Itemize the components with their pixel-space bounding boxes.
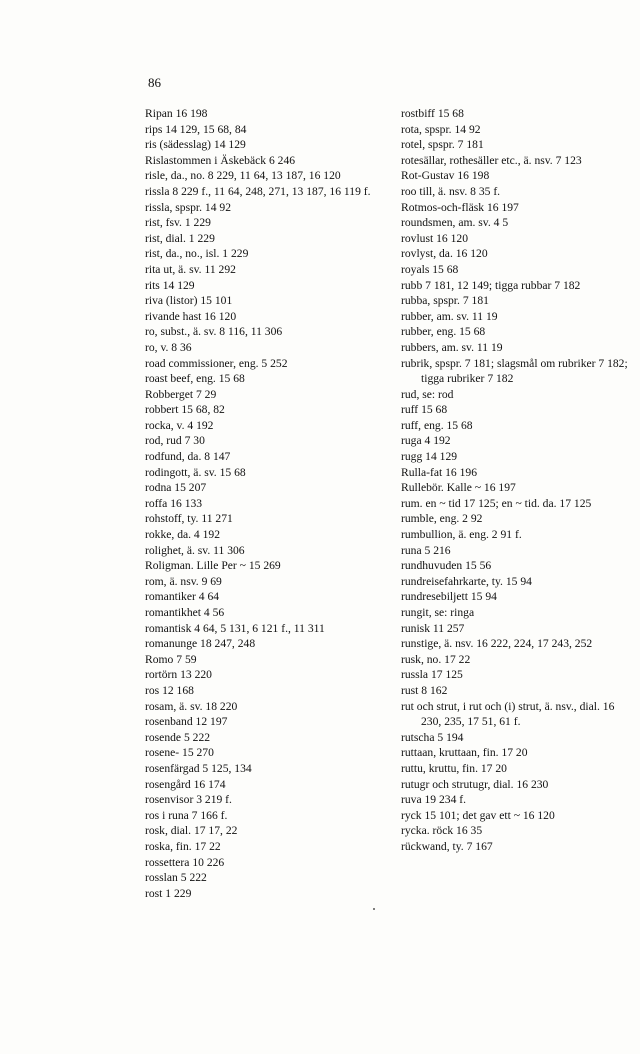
- page-number: 86: [148, 75, 161, 90]
- index-entry: Rot-Gustav 16 198: [401, 169, 490, 183]
- index-entry: rutugr och strutugr, dial. 16 230: [401, 777, 549, 791]
- index-entry: Rullebör. Kalle ~ 16 197: [401, 481, 516, 495]
- index-entry: rissla, spspr. 14 92: [145, 200, 231, 214]
- index-entry: rom, ä. nsv. 9 69: [145, 574, 222, 588]
- index-entry: rodingott, ä. sv. 15 68: [145, 465, 246, 479]
- index-entry: Rotmos-och-fläsk 16 197: [401, 200, 519, 214]
- index-entry: rotel, spspr. 7 181: [401, 138, 484, 152]
- index-entry: rubber, am. sv. 11 19: [401, 309, 498, 323]
- index-entry: Ripan 16 198: [145, 107, 208, 120]
- index-entry: ruff, eng. 15 68: [401, 418, 473, 432]
- index-entry: Rulla-fat 16 196: [401, 465, 477, 479]
- index-entry: royals 15 68: [401, 262, 459, 276]
- index-entry: ruga 4 192: [401, 434, 451, 448]
- index-entry: rundresebiljett 15 94: [401, 590, 497, 604]
- index-entry: romantisk 4 64, 5 131, 6 121 f., 11 311: [145, 621, 325, 635]
- index-entry: Roligman. Lille Per ~ 15 269: [145, 559, 281, 573]
- index-entry: rycka. röck 16 35: [401, 824, 483, 838]
- index-entry: rolighet, ä. sv. 11 306: [145, 543, 245, 557]
- index-entry: rumble, eng. 2 92: [401, 512, 483, 526]
- index-entry: rückwand, ty. 7 167: [401, 839, 493, 853]
- index-entry: romantikhet 4 56: [145, 606, 225, 619]
- index-entry: rubber, eng. 15 68: [401, 325, 486, 339]
- print-speck: [373, 908, 375, 910]
- index-entry: roundsmen, am. sv. 4 5: [401, 216, 509, 230]
- index-entry: runa 5 216: [401, 543, 451, 557]
- index-entry: roska, fin. 17 22: [145, 839, 221, 853]
- index-entry: rips 14 129, 15 68, 84: [145, 122, 247, 136]
- index-entry: rosk, dial. 17 17, 22: [145, 824, 238, 838]
- index-entry: rubba, spspr. 7 181: [401, 294, 489, 308]
- index-entry: Robberget 7 29: [145, 387, 217, 401]
- index-entry: rist, dial. 1 229: [145, 231, 215, 245]
- index-entry: rutscha 5 194: [401, 730, 464, 744]
- index-entry: rotesällar, rothesäller etc., ä. nsv. 7 123: [401, 153, 582, 167]
- index-entry: rumbullion, ä. eng. 2 91 f.: [401, 528, 522, 542]
- index-entry: rosende 5 222: [145, 730, 211, 744]
- index-entry: ryck 15 101; det gav ett ~ 16 120: [401, 808, 555, 822]
- index-entry: rust 8 162: [401, 683, 448, 697]
- index-entry: rostbiff 15 68: [401, 107, 464, 120]
- index-entry: rits 14 129: [145, 278, 195, 292]
- index-entry: rodna 15 207: [145, 481, 207, 495]
- index-entry: road commissioner, eng. 5 252: [145, 356, 288, 370]
- index-entry: rubrik, spspr. 7 181; slagsmål om rubriker 7 182; tigga rubriker 7 182: [401, 356, 628, 386]
- index-entry: rist, da., no., isl. 1 229: [145, 247, 249, 261]
- index-entry: rubb 7 181, 12 149; tigga rubbar 7 182: [401, 278, 581, 292]
- index-entry: rosenband 12 197: [145, 715, 228, 729]
- index-entry: ro, subst., ä. sv. 8 116, 11 306: [145, 325, 283, 339]
- index-entry: rovlyst, da. 16 120: [401, 247, 488, 261]
- index-entry: rum. en ~ tid 17 125; en ~ tid. da. 17 125: [401, 496, 592, 510]
- index-entry: Rislastommen i Äskebäck 6 246: [145, 153, 296, 167]
- index-entry: robbert 15 68, 82: [145, 403, 225, 417]
- index-entry: rut och strut, i rut och (i) strut, ä. nsv., dial. 16 230, 235, 17 51, 61 f.: [401, 699, 615, 729]
- index-entry: rita ut, ä. sv. 11 292: [145, 262, 236, 276]
- index-entry: rungit, se: ringa: [401, 606, 475, 619]
- index-entry: ris (sädesslag) 14 129: [145, 138, 246, 152]
- index-entry: rosengård 16 174: [145, 777, 226, 791]
- index-entry: rosene- 15 270: [145, 746, 214, 760]
- index-entry: rivande hast 16 120: [145, 309, 237, 323]
- index-entry: rubbers, am. sv. 11 19: [401, 340, 503, 354]
- index-entry: rossettera 10 226: [145, 855, 225, 869]
- index-entry: rokke, da. 4 192: [145, 528, 221, 542]
- index-entry: runstige, ä. nsv. 16 222, 224, 17 243, 252: [401, 637, 593, 651]
- index-entry: rosenfärgad 5 125, 134: [145, 761, 252, 775]
- index-entry: Romo 7 59: [145, 652, 197, 666]
- index-entry: risle, da., no. 8 229, 11 64, 13 187, 16 120: [145, 169, 341, 183]
- index-entry: roffa 16 133: [145, 496, 203, 510]
- index-entry: ros 12 168: [145, 683, 194, 697]
- index-entry: ruttu, kruttu, fin. 17 20: [401, 761, 507, 775]
- index-entry: rud, se: rod: [401, 387, 454, 401]
- index-entry: ruva 19 234 f.: [401, 793, 467, 807]
- index-entry: roast beef, eng. 15 68: [145, 372, 245, 386]
- index-entry: rota, spspr. 14 92: [401, 122, 481, 136]
- index-entry: romantiker 4 64: [145, 590, 220, 604]
- index-entry: roo till, ä. nsv. 8 35 f.: [401, 184, 501, 198]
- index-entry: rocka, v. 4 192: [145, 418, 214, 432]
- index-entry: rosslan 5 222: [145, 871, 207, 885]
- index-entry: ruttaan, kruttaan, fin. 17 20: [401, 746, 528, 760]
- index-entry: rortörn 13 220: [145, 668, 212, 682]
- index-entry: rusk, no. 17 22: [401, 652, 471, 666]
- index-entry: rodfund, da. 8 147: [145, 450, 231, 464]
- index-entry: rissla 8 229 f., 11 64, 248, 271, 13 187, 16 119 f.: [145, 184, 371, 198]
- index-entry: riva (listor) 15 101: [145, 294, 233, 308]
- index-column-left: [145, 106, 383, 901]
- index-entry: rosam, ä. sv. 18 220: [145, 699, 238, 713]
- index-column-right: [401, 106, 637, 855]
- index-entry: rosenvisor 3 219 f.: [145, 793, 232, 807]
- index-entry: rohstoff, ty. 11 271: [145, 512, 233, 526]
- index-entry: rod, rud 7 30: [145, 434, 205, 448]
- index-entry: rundhuvuden 15 56: [401, 559, 492, 573]
- index-entry: ros i runa 7 166 f.: [145, 808, 228, 822]
- index-entry: ruff 15 68: [401, 403, 448, 417]
- index-entry: rovlust 16 120: [401, 231, 468, 245]
- index-entry: ro, v. 8 36: [145, 340, 192, 354]
- index-entry: rundreisefahrkarte, ty. 15 94: [401, 574, 532, 588]
- index-entry: russla 17 125: [401, 668, 463, 682]
- index-entry: rost 1 229: [145, 886, 192, 900]
- index-entry: rugg 14 129: [401, 450, 458, 464]
- index-entry: rist, fsv. 1 229: [145, 216, 211, 230]
- index-entry: runisk 11 257: [401, 621, 465, 635]
- index-entry: romanunge 18 247, 248: [145, 637, 256, 651]
